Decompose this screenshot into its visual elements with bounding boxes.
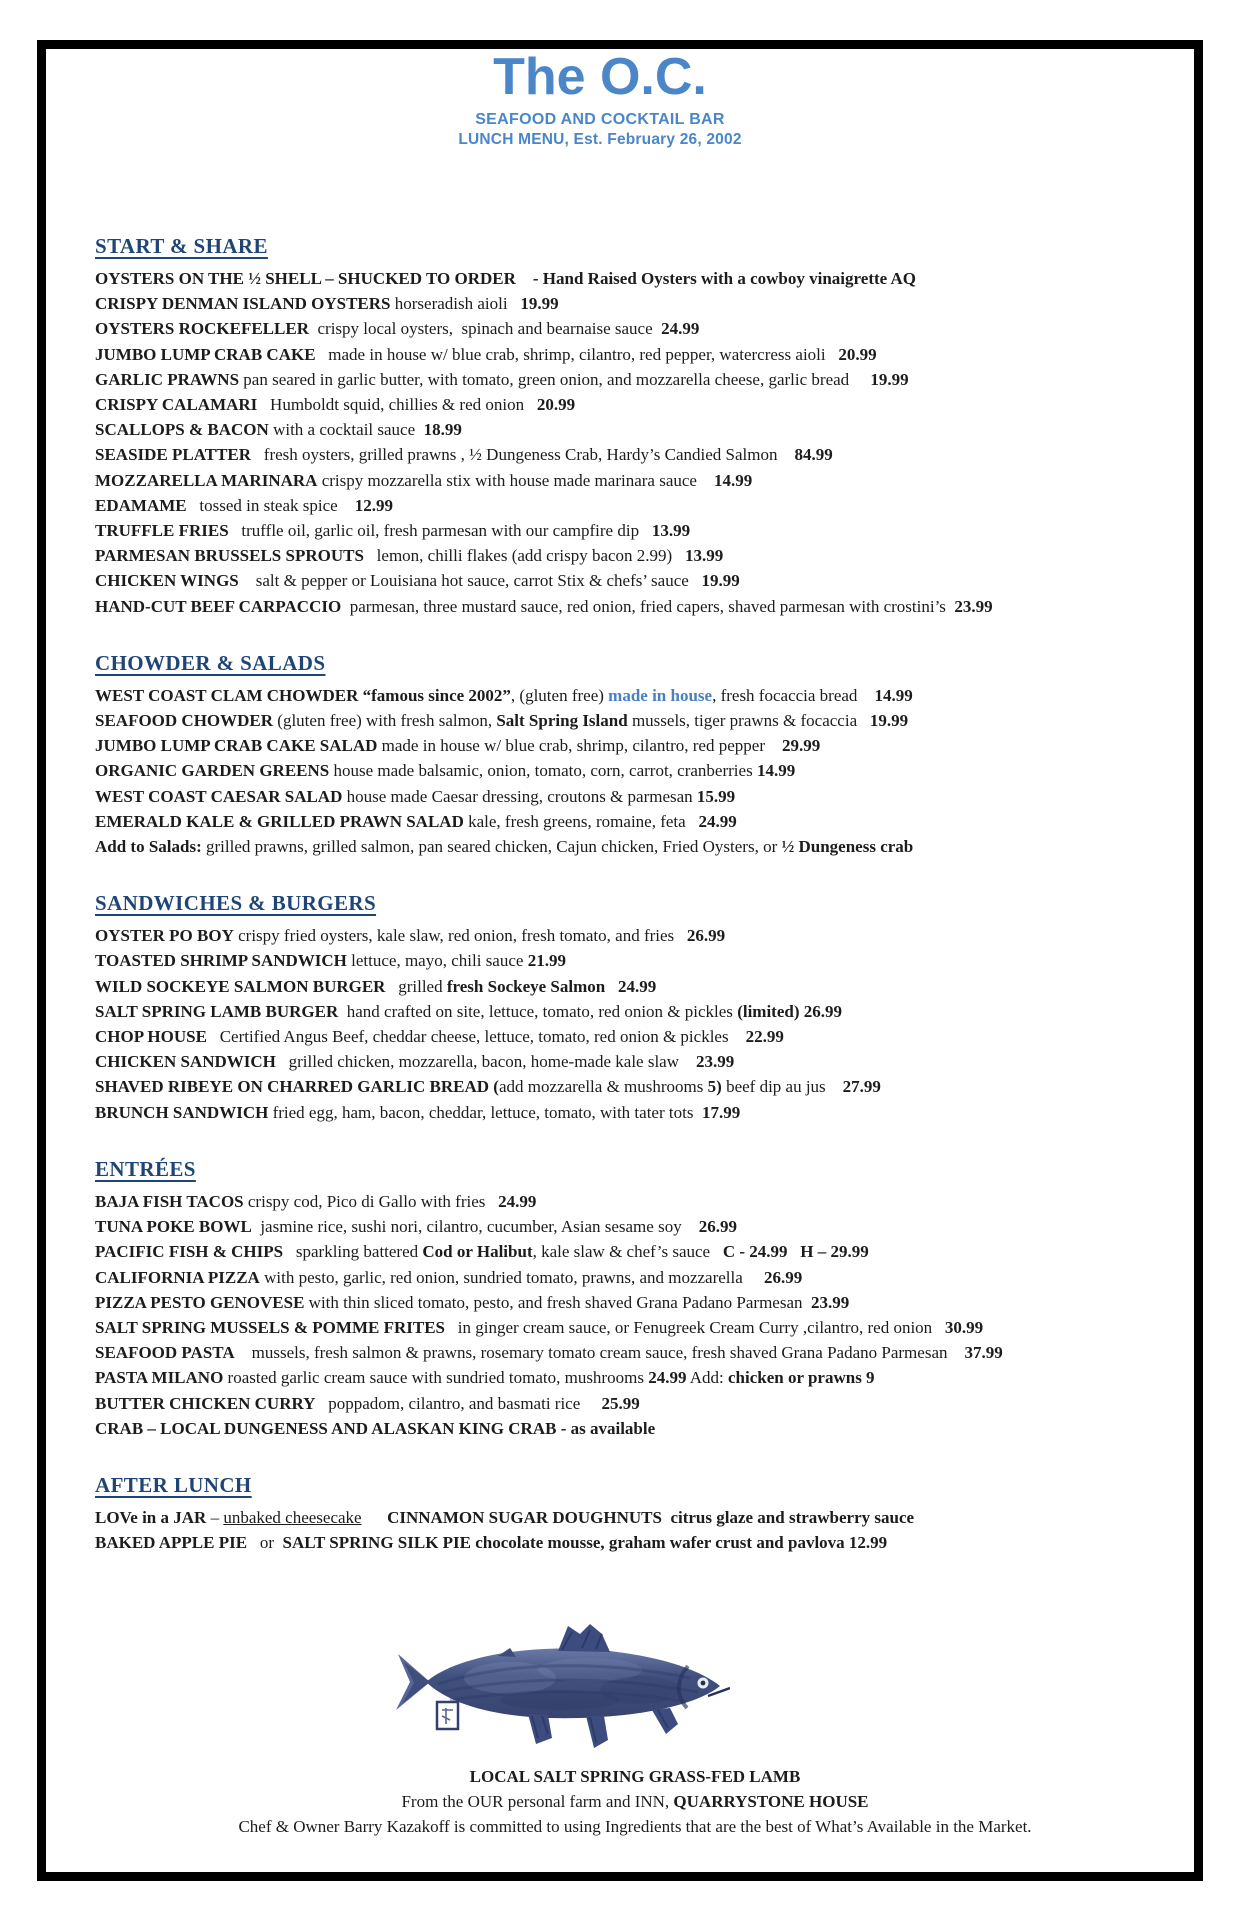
menu-item (95, 758, 1195, 783)
menu-text-segment: tossed in steak spice (186, 495, 355, 515)
menu-text-segment: PASTA MILANO (95, 1368, 224, 1388)
menu-text-segment: 23.99 (696, 1052, 735, 1072)
menu-text-segment: ½ Dungeness crab (781, 837, 914, 857)
menu-text-segment: CINNAMON SUGAR DOUGHNUTS citrus glaze and strawberry sauce (387, 1507, 915, 1527)
menu-item (95, 809, 1195, 834)
menu-item (95, 1340, 1195, 1365)
menu-text-segment: mussels, fresh salmon & prawns, rosemary tomato cream sauce, fresh shaved Grana Padano Parmesan (234, 1343, 965, 1363)
section-title: CHOWDER & SALADS (95, 650, 326, 675)
menu-text-segment: PIZZA PESTO GENOVESE (95, 1292, 305, 1312)
menu-text-segment: WILD SOCKEYE SALMON BURGER (95, 976, 386, 996)
menu-item (95, 948, 1195, 973)
menu-item (95, 834, 1195, 859)
menu-text-segment: 5) (707, 1077, 722, 1097)
menu-text-segment: in ginger cream sauce, or Fenugreek Cream Curry ,cilantro, red onion (445, 1317, 945, 1337)
menu-text-segment: CALIFORNIA PIZZA (95, 1267, 260, 1287)
menu-text-segment: beef dip au jus (721, 1077, 843, 1097)
menu-text-segment: BRUNCH SANDWICH (95, 1102, 269, 1122)
menu-text-segment: TRUFFLE FRIES (95, 521, 229, 541)
menu-text-segment: 14.99 (756, 761, 796, 781)
menu-text-segment: lettuce, mayo, chili sauce (346, 951, 528, 971)
menu-text-segment: PARMESAN BRUSSELS SPROUTS (95, 546, 364, 566)
menu-item (95, 683, 1195, 708)
menu-text-segment: Salt Spring Island (496, 711, 628, 731)
footer-farm-line (70, 1789, 1200, 1814)
menu-text-segment: WEST COAST CLAM CHOWDER “famous since 2002” (95, 685, 511, 705)
menu-item (95, 1391, 1195, 1416)
menu-item (95, 1265, 1195, 1290)
menu-text-segment: CHICKEN WINGS (95, 571, 239, 591)
menu-footer (70, 1764, 1200, 1839)
menu-text-segment: 26.99 (698, 1217, 737, 1237)
menu-text-segment: – (206, 1507, 224, 1527)
menu-sections (95, 233, 1195, 1555)
menu-item (95, 923, 1195, 948)
menu-item (95, 1416, 1195, 1441)
menu-text-segment: made in house w/ blue crab, shrimp, cilantro, red pepper (377, 736, 782, 756)
menu-text-segment: 19.99 (869, 711, 909, 731)
footer-farm-text: From the OUR personal farm and INN, (401, 1792, 674, 1811)
menu-text-segment: or (247, 1533, 283, 1553)
menu-item (95, 1239, 1195, 1264)
menu-text-segment: , fresh focaccia bread (712, 685, 875, 705)
menu-text-segment: 20.99 (536, 395, 576, 415)
menu-item (95, 442, 1195, 467)
menu-text-segment: SEASIDE PLATTER (95, 445, 252, 465)
menu-text-segment: OYSTERS ON THE ½ SHELL – SHUCKED TO ORDER - Hand Raised Oysters with a cowboy vinaigrette AQ (95, 269, 916, 288)
menu-text-segment: 24.99 (661, 319, 700, 339)
header-subtitle: SEAFOOD AND COCKTAIL BAR (475, 111, 725, 128)
menu-text-segment: 21.99 (527, 951, 566, 971)
menu-text-segment: Certified Angus Beef, cheddar cheese, lettuce, tomato, red onion & pickles (206, 1027, 746, 1047)
menu-item (95, 518, 1195, 543)
menu-item (95, 594, 1195, 619)
menu-text-segment: 24.99 (648, 1368, 687, 1388)
menu-item (95, 568, 1195, 593)
menu-item (95, 316, 1195, 341)
menu-text-segment: JUMBO LUMP CRAB CAKE (95, 344, 316, 364)
menu-text-segment: grilled (385, 976, 447, 996)
menu-text-segment: CHICKEN SANDWICH (95, 1052, 276, 1072)
menu-item (95, 1074, 1195, 1099)
menu-text-segment: , kale slaw & chef’s sauce (532, 1242, 723, 1262)
menu-text-segment: Add to Salads: (95, 837, 202, 857)
menu-text-segment: 23.99 (811, 1292, 850, 1312)
menu-item (95, 999, 1195, 1024)
menu-item (95, 733, 1195, 758)
menu-text-segment: OYSTERS ROCKEFELLER (95, 319, 309, 339)
menu-text-segment: 29.99 (781, 736, 821, 756)
menu-item (95, 342, 1195, 367)
menu-item (95, 974, 1195, 999)
section-title: ENTRÉES (95, 1156, 196, 1181)
gyotaku-fish-icon (390, 1604, 730, 1754)
menu-text-segment: JUMBO LUMP CRAB CAKE SALAD (95, 736, 378, 756)
menu-header (60, 50, 1140, 150)
menu-text-segment: hand crafted on site, lettuce, tomato, red onion & pickles (338, 1001, 738, 1021)
menu-item (95, 493, 1195, 518)
menu-text-segment: PACIFIC FISH & CHIPS (95, 1242, 284, 1262)
menu-text-segment: mussels, tiger prawns & focaccia (627, 711, 870, 731)
menu-text-segment: EMERALD KALE & GRILLED PRAWN SALAD (95, 811, 464, 831)
menu-item (95, 367, 1195, 392)
menu-text-segment: 24.99 (617, 976, 657, 996)
menu-text-segment: LOVe in a JAR (95, 1507, 207, 1527)
menu-text-segment: 13.99 (651, 521, 691, 541)
footer-chef-line: Chef & Owner Barry Kazakoff is committed to using Ingredients that are the best of What’s Available in the Market. (238, 1817, 1032, 1836)
menu-text-segment: 18.99 (423, 420, 462, 440)
menu-text-segment: made in house (608, 685, 713, 705)
menu-text-segment: fresh Sockeye Salmon (446, 976, 606, 996)
menu-text-segment: 84.99 (794, 445, 833, 465)
menu-text-segment: truffle oil, garlic oil, fresh parmesan with our campfire dip (228, 521, 652, 541)
menu-text-segment: salt & pepper or Louisiana hot sauce, carrot Stix & chefs’ sauce (238, 571, 702, 591)
menu-text-segment (362, 1508, 388, 1527)
menu-section (95, 890, 1195, 1125)
menu-text-segment: roasted garlic cream sauce with sundried tomato, mushrooms (223, 1368, 649, 1388)
footer-lamb-line: LOCAL SALT SPRING GRASS-FED LAMB (469, 1767, 801, 1786)
menu-text-segment (605, 977, 618, 996)
menu-text-segment: SALT SPRING MUSSELS & POMME FRITES (95, 1317, 445, 1337)
menu-text-segment: 26.99 (803, 1001, 843, 1021)
menu-text-segment: grilled prawns, grilled salmon, pan seared chicken, Cajun chicken, Fried Oysters, or (201, 837, 782, 857)
menu-text-segment: 26.99 (686, 926, 726, 946)
menu-text-segment: , (gluten free) (510, 685, 609, 705)
menu-section (95, 1472, 1195, 1555)
menu-text-segment: 15.99 (696, 786, 736, 806)
menu-text-segment: crispy cod, Pico di Gallo with fries (243, 1191, 499, 1211)
menu-item (95, 1100, 1195, 1125)
menu-text-segment: pan seared in garlic butter, with tomato, green onion, and mozzarella cheese, garlic bread (239, 369, 871, 389)
menu-section (95, 650, 1195, 859)
menu-text-segment: 14.99 (713, 470, 753, 490)
menu-item (95, 543, 1195, 568)
menu-text-segment: grilled chicken, mozzarella, bacon, home-made kale slaw (275, 1052, 696, 1072)
menu-text-segment: house made balsamic, onion, tomato, corn, carrot, cranberries (329, 761, 757, 781)
menu-item (95, 1049, 1195, 1074)
menu-text-segment: BAKED APPLE PIE (95, 1533, 248, 1553)
menu-text-segment: 20.99 (838, 344, 877, 364)
menu-text-segment: chicken or prawns 9 (728, 1368, 875, 1388)
menu-text-segment: (gluten free) with fresh salmon, (273, 711, 497, 731)
menu-text-segment: lemon, chilli flakes (add crispy bacon 2.99) (363, 546, 685, 566)
menu-item (95, 1365, 1195, 1390)
section-title: SANDWICHES & BURGERS (95, 891, 377, 916)
menu-text-segment: OYSTER PO BOY (95, 926, 234, 946)
menu-section (95, 233, 1195, 619)
menu-text-segment: Add: (686, 1368, 728, 1388)
menu-text-segment: 23.99 (954, 596, 993, 616)
menu-text-segment: 27.99 (842, 1077, 881, 1097)
menu-text-segment: EDAMAME (95, 495, 187, 515)
menu-text-segment: 14.99 (874, 685, 913, 705)
menu-text-segment: horseradish aioli (390, 294, 521, 314)
menu-item (95, 784, 1195, 809)
menu-text-segment: HAND-CUT BEEF CARPACCIO (95, 596, 342, 616)
menu-text-segment: 37.99 (964, 1343, 1003, 1363)
menu-text-segment: kale, fresh greens, romaine, feta (463, 811, 699, 831)
menu-text-segment: fried egg, ham, bacon, cheddar, lettuce, tomato, with tater tots (268, 1102, 702, 1122)
menu-text-segment: ORGANIC GARDEN GREENS (95, 761, 330, 781)
menu-text-segment: BUTTER CHICKEN CURRY (95, 1393, 316, 1413)
menu-item (95, 1315, 1195, 1340)
menu-text-segment: (limited) (737, 1001, 800, 1021)
menu-item (95, 1024, 1195, 1049)
menu-text-segment: with thin sliced tomato, pesto, and fresh shaved Grana Padano Parmesan (304, 1292, 811, 1312)
menu-text-segment: SALT SPRING LAMB BURGER (95, 1001, 339, 1021)
menu-text-segment: 24.99 (698, 811, 737, 831)
menu-text-segment: SHAVED RIBEYE ON CHARRED GARLIC BREAD ( (95, 1077, 499, 1097)
menu-item (95, 1505, 1195, 1530)
menu-text-segment: SALT SPRING SILK PIE chocolate mousse, graham wafer crust and pavlova 12.99 (282, 1533, 888, 1553)
menu-text-segment: SCALLOPS & BACON (95, 420, 269, 440)
menu-text-segment: WEST COAST CAESAR SALAD (95, 786, 343, 806)
menu-text-segment: Cod or Halibut (422, 1242, 533, 1262)
menu-item (95, 417, 1195, 442)
artist-seal-icon (437, 1702, 458, 1729)
menu-text-segment: crispy fried oysters, kale slaw, red onion, fresh tomato, and fries (233, 926, 687, 946)
section-title: START & SHARE (95, 234, 268, 258)
menu-text-segment: with a cocktail sauce (268, 420, 424, 440)
menu-text-segment: 24.99 (498, 1191, 537, 1211)
menu-section (95, 1156, 1195, 1441)
menu-text-segment: add mozzarella & mushrooms (498, 1077, 708, 1097)
menu-text-segment: CHOP HOUSE (95, 1027, 207, 1047)
menu-text-segment: 26.99 (764, 1267, 803, 1287)
menu-text-segment: TUNA POKE BOWL (95, 1217, 252, 1237)
menu-text-segment: 12.99 (354, 495, 393, 515)
menu-text-segment: 19.99 (870, 369, 909, 389)
menu-item (95, 1214, 1195, 1239)
menu-item (95, 1290, 1195, 1315)
menu-text-segment: GARLIC PRAWNS (95, 369, 240, 389)
menu-text-segment: CRISPY DENMAN ISLAND OYSTERS (95, 294, 391, 314)
menu-text-segment: 22.99 (745, 1027, 784, 1047)
menu-text-segment: sparkling battered (283, 1242, 423, 1262)
menu-text-segment: Humboldt squid, chillies & red onion (257, 395, 537, 415)
restaurant-name: The O.C. (493, 48, 707, 106)
menu-text-segment: SEAFOOD CHOWDER (95, 711, 274, 731)
menu-item (95, 266, 1195, 291)
menu-text-segment: crispy mozzarella stix with house made marinara sauce (317, 470, 714, 490)
menu-text-segment: 13.99 (684, 546, 724, 566)
section-title: AFTER LUNCH (95, 1472, 252, 1497)
menu-text-segment: TOASTED SHRIMP SANDWICH (95, 951, 347, 971)
menu-text-segment: jasmine rice, sushi nori, cilantro, cucumber, Asian sesame soy (251, 1217, 699, 1237)
menu-text-segment: crispy local oysters, spinach and bearnaise sauce (308, 319, 662, 339)
menu-text-segment: BAJA FISH TACOS (95, 1191, 244, 1211)
menu-text-segment: house made Caesar dressing, croutons & parmesan (342, 786, 697, 806)
menu-text-segment: C - 24.99 H – 29.99 (722, 1242, 869, 1262)
menu-item (95, 291, 1195, 316)
header-tagline: LUNCH MENU, Est. February 26, 2002 (458, 131, 742, 148)
menu-text-segment: SEAFOOD PASTA (95, 1343, 235, 1363)
menu-text-segment: 17.99 (701, 1102, 741, 1122)
menu-text-segment: MOZZARELLA MARINARA (95, 470, 318, 490)
menu-text-segment: 19.99 (701, 571, 740, 591)
footer-inn-name: QUARRYSTONE HOUSE (673, 1792, 869, 1811)
menu-text-segment: made in house w/ blue crab, shrimp, cilantro, red pepper, watercress aioli (315, 344, 839, 364)
fish-print-image (390, 1604, 730, 1754)
menu-text-segment: poppadom, cilantro, and basmati rice (315, 1393, 602, 1413)
menu-text-segment: with pesto, garlic, red onion, sundried tomato, prawns, and mozzarella (259, 1267, 765, 1287)
menu-item (95, 1189, 1195, 1214)
menu-item (95, 468, 1195, 493)
menu-text-segment: CRISPY CALAMARI (95, 395, 258, 415)
menu-text-segment: unbaked cheesecake (223, 1507, 362, 1527)
menu-item (95, 1530, 1195, 1555)
menu-text-segment: CRAB – LOCAL DUNGENESS AND ALASKAN KING CRAB - as available (95, 1418, 656, 1438)
menu-text-segment: 25.99 (601, 1393, 640, 1413)
menu-item (95, 708, 1195, 733)
menu-text-segment: 30.99 (944, 1317, 984, 1337)
menu-text-segment: 19.99 (520, 294, 559, 314)
menu-item (95, 392, 1195, 417)
menu-text-segment: fresh oysters, grilled prawns , ½ Dungeness Crab, Hardy’s Candied Salmon (251, 445, 795, 465)
menu-text-segment: parmesan, three mustard sauce, red onion, fried capers, shaved parmesan with crostini’s (341, 596, 955, 616)
